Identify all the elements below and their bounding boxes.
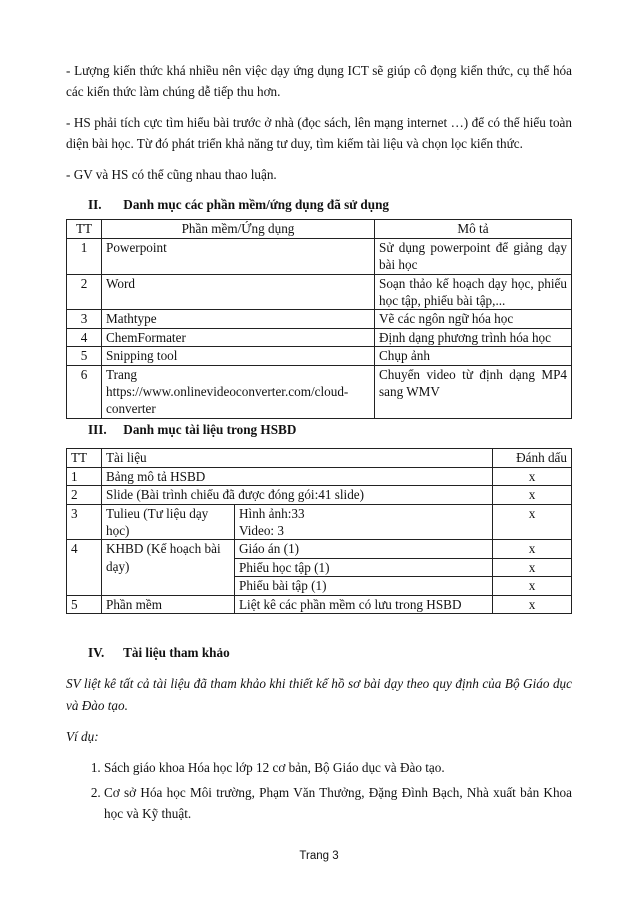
section-2-heading (66, 194, 572, 215)
row-document: Slide (Bài trình chiếu đã được đóng gói:41 slide) (102, 486, 493, 504)
row-tt: 5 (67, 595, 102, 613)
section-3-number: III. (88, 421, 107, 437)
row-software: Powerpoint (102, 238, 375, 274)
header-tt: TT (67, 449, 102, 467)
section-3-heading (66, 419, 572, 440)
row-tt: 2 (67, 486, 102, 504)
table-row (67, 238, 572, 274)
row-software: ChemFormater (102, 328, 375, 346)
section-2-title: Danh mục các phần mềm/ứng dụng đã sử dụng (123, 196, 390, 212)
page-number: Trang 3 (299, 850, 339, 862)
section-4-number: IV. (88, 645, 105, 661)
header-software: Phần mềm/Ứng dụng (102, 220, 375, 238)
row-tt: 1 (67, 467, 102, 485)
table-row (67, 486, 572, 504)
table-row (67, 540, 572, 558)
row-tt: 2 (67, 274, 102, 310)
row-tt: 4 (67, 540, 102, 595)
references-note: SV liệt kê tất cả tài liệu đã tham khảo khi thiết kế hồ sơ bài dạy theo quy định của Bộ Giáo dục và Đào tạo. (66, 676, 572, 713)
row-description: Chụp ảnh (375, 347, 572, 365)
documents-table (66, 448, 572, 614)
table-row (67, 365, 572, 418)
table-row (67, 328, 572, 346)
row-mark: x (493, 504, 572, 540)
software-table-header (67, 220, 572, 238)
sub-item: Video: 3 (239, 522, 284, 538)
table-row (67, 347, 572, 365)
documents-table-header (67, 449, 572, 467)
row-mark: x (493, 577, 572, 595)
table-row (67, 310, 572, 328)
row-document: Bảng mô tả HSBD (102, 467, 493, 485)
table-row (67, 274, 572, 310)
section-4-title: Tài liệu tham khảo (123, 645, 230, 661)
header-description: Mô tả (375, 220, 572, 238)
row-document: Tulieu (Tư liệu dạy học) (102, 504, 235, 540)
list-item: 2. Cơ sở Hóa học Môi trường, Phạm Văn Thưởng, Đặng Đình Bạch, Nhà xuất bản Khoa học và Kỹ thuật. (104, 782, 572, 825)
example-label: Ví dụ: (66, 729, 99, 745)
row-tt: 5 (67, 347, 102, 365)
sub-item: Giáo án (1) (235, 540, 493, 558)
row-software: Mathtype (102, 310, 375, 328)
row-description: Soạn thảo kế hoạch dạy học, phiếu học tập, phiếu bài tập,... (375, 274, 572, 310)
row-tt: 3 (67, 310, 102, 328)
row-document: Phần mềm (102, 595, 235, 613)
paragraph-1: - Lượng kiến thức khá nhiều nên việc dạy ứng dụng ICT sẽ giúp cô đọng kiến thức, cụ thể hóa các kiến thức làm chúng dễ tiếp thu hơn. (66, 63, 572, 100)
header-tt: TT (67, 220, 102, 238)
header-document: Tài liệu (102, 449, 493, 467)
row-tt: 3 (67, 504, 102, 540)
row-software: Snipping tool (102, 347, 375, 365)
section-4-heading (66, 642, 572, 663)
row-document: KHBD (Kế hoạch bài dạy) (102, 540, 235, 595)
table-row (67, 595, 572, 613)
table-row (67, 504, 572, 540)
sub-item: Liệt kê các phần mềm có lưu trong HSBD (235, 595, 493, 613)
row-tt: 4 (67, 328, 102, 346)
sub-item: Phiếu học tập (1) (235, 558, 493, 576)
row-description: Vẽ các ngôn ngữ hóa học (375, 310, 572, 328)
row-description: Sử dụng powerpoint để giảng dạy bài học (375, 238, 572, 274)
reference-list (66, 757, 572, 825)
list-item: 1. Sách giáo khoa Hóa học lớp 12 cơ bản, Bộ Giáo dục và Đào tạo. (104, 757, 572, 778)
row-mark: x (493, 467, 572, 485)
row-tt: 6 (67, 365, 102, 418)
sub-item: Phiếu bài tập (1) (235, 577, 493, 595)
row-sub-items (235, 504, 493, 540)
row-software: Trang https://www.onlinevideoconverter.com/cloud-converter (102, 365, 375, 418)
paragraph-2: - HS phải tích cực tìm hiểu bài trước ở nhà (đọc sách, lên mạng internet …) để có thể hiểu toàn diện bài học. Từ đó phát triển khả năng tư duy, tìm kiếm tài liệu và chọn lọc kiến thức. (66, 114, 572, 152)
row-description: Chuyển video từ định dạng MP4 sang WMV (375, 365, 572, 418)
row-software: Word (102, 274, 375, 310)
table-row (67, 467, 572, 485)
paragraph-3: - GV và HS có thể cũng nhau thao luận. (66, 166, 277, 182)
software-table (66, 219, 572, 419)
row-mark: x (493, 540, 572, 558)
row-description: Định dạng phương trình hóa học (375, 328, 572, 346)
row-tt: 1 (67, 238, 102, 274)
header-mark: Đánh dấu (493, 449, 572, 467)
section-3-title: Danh mục tài liệu trong HSBD (123, 421, 297, 437)
sub-item: Hình ảnh:33 (239, 505, 305, 521)
row-mark: x (493, 558, 572, 576)
section-2-number: II. (88, 196, 102, 212)
row-mark: x (493, 486, 572, 504)
row-mark: x (493, 595, 572, 613)
